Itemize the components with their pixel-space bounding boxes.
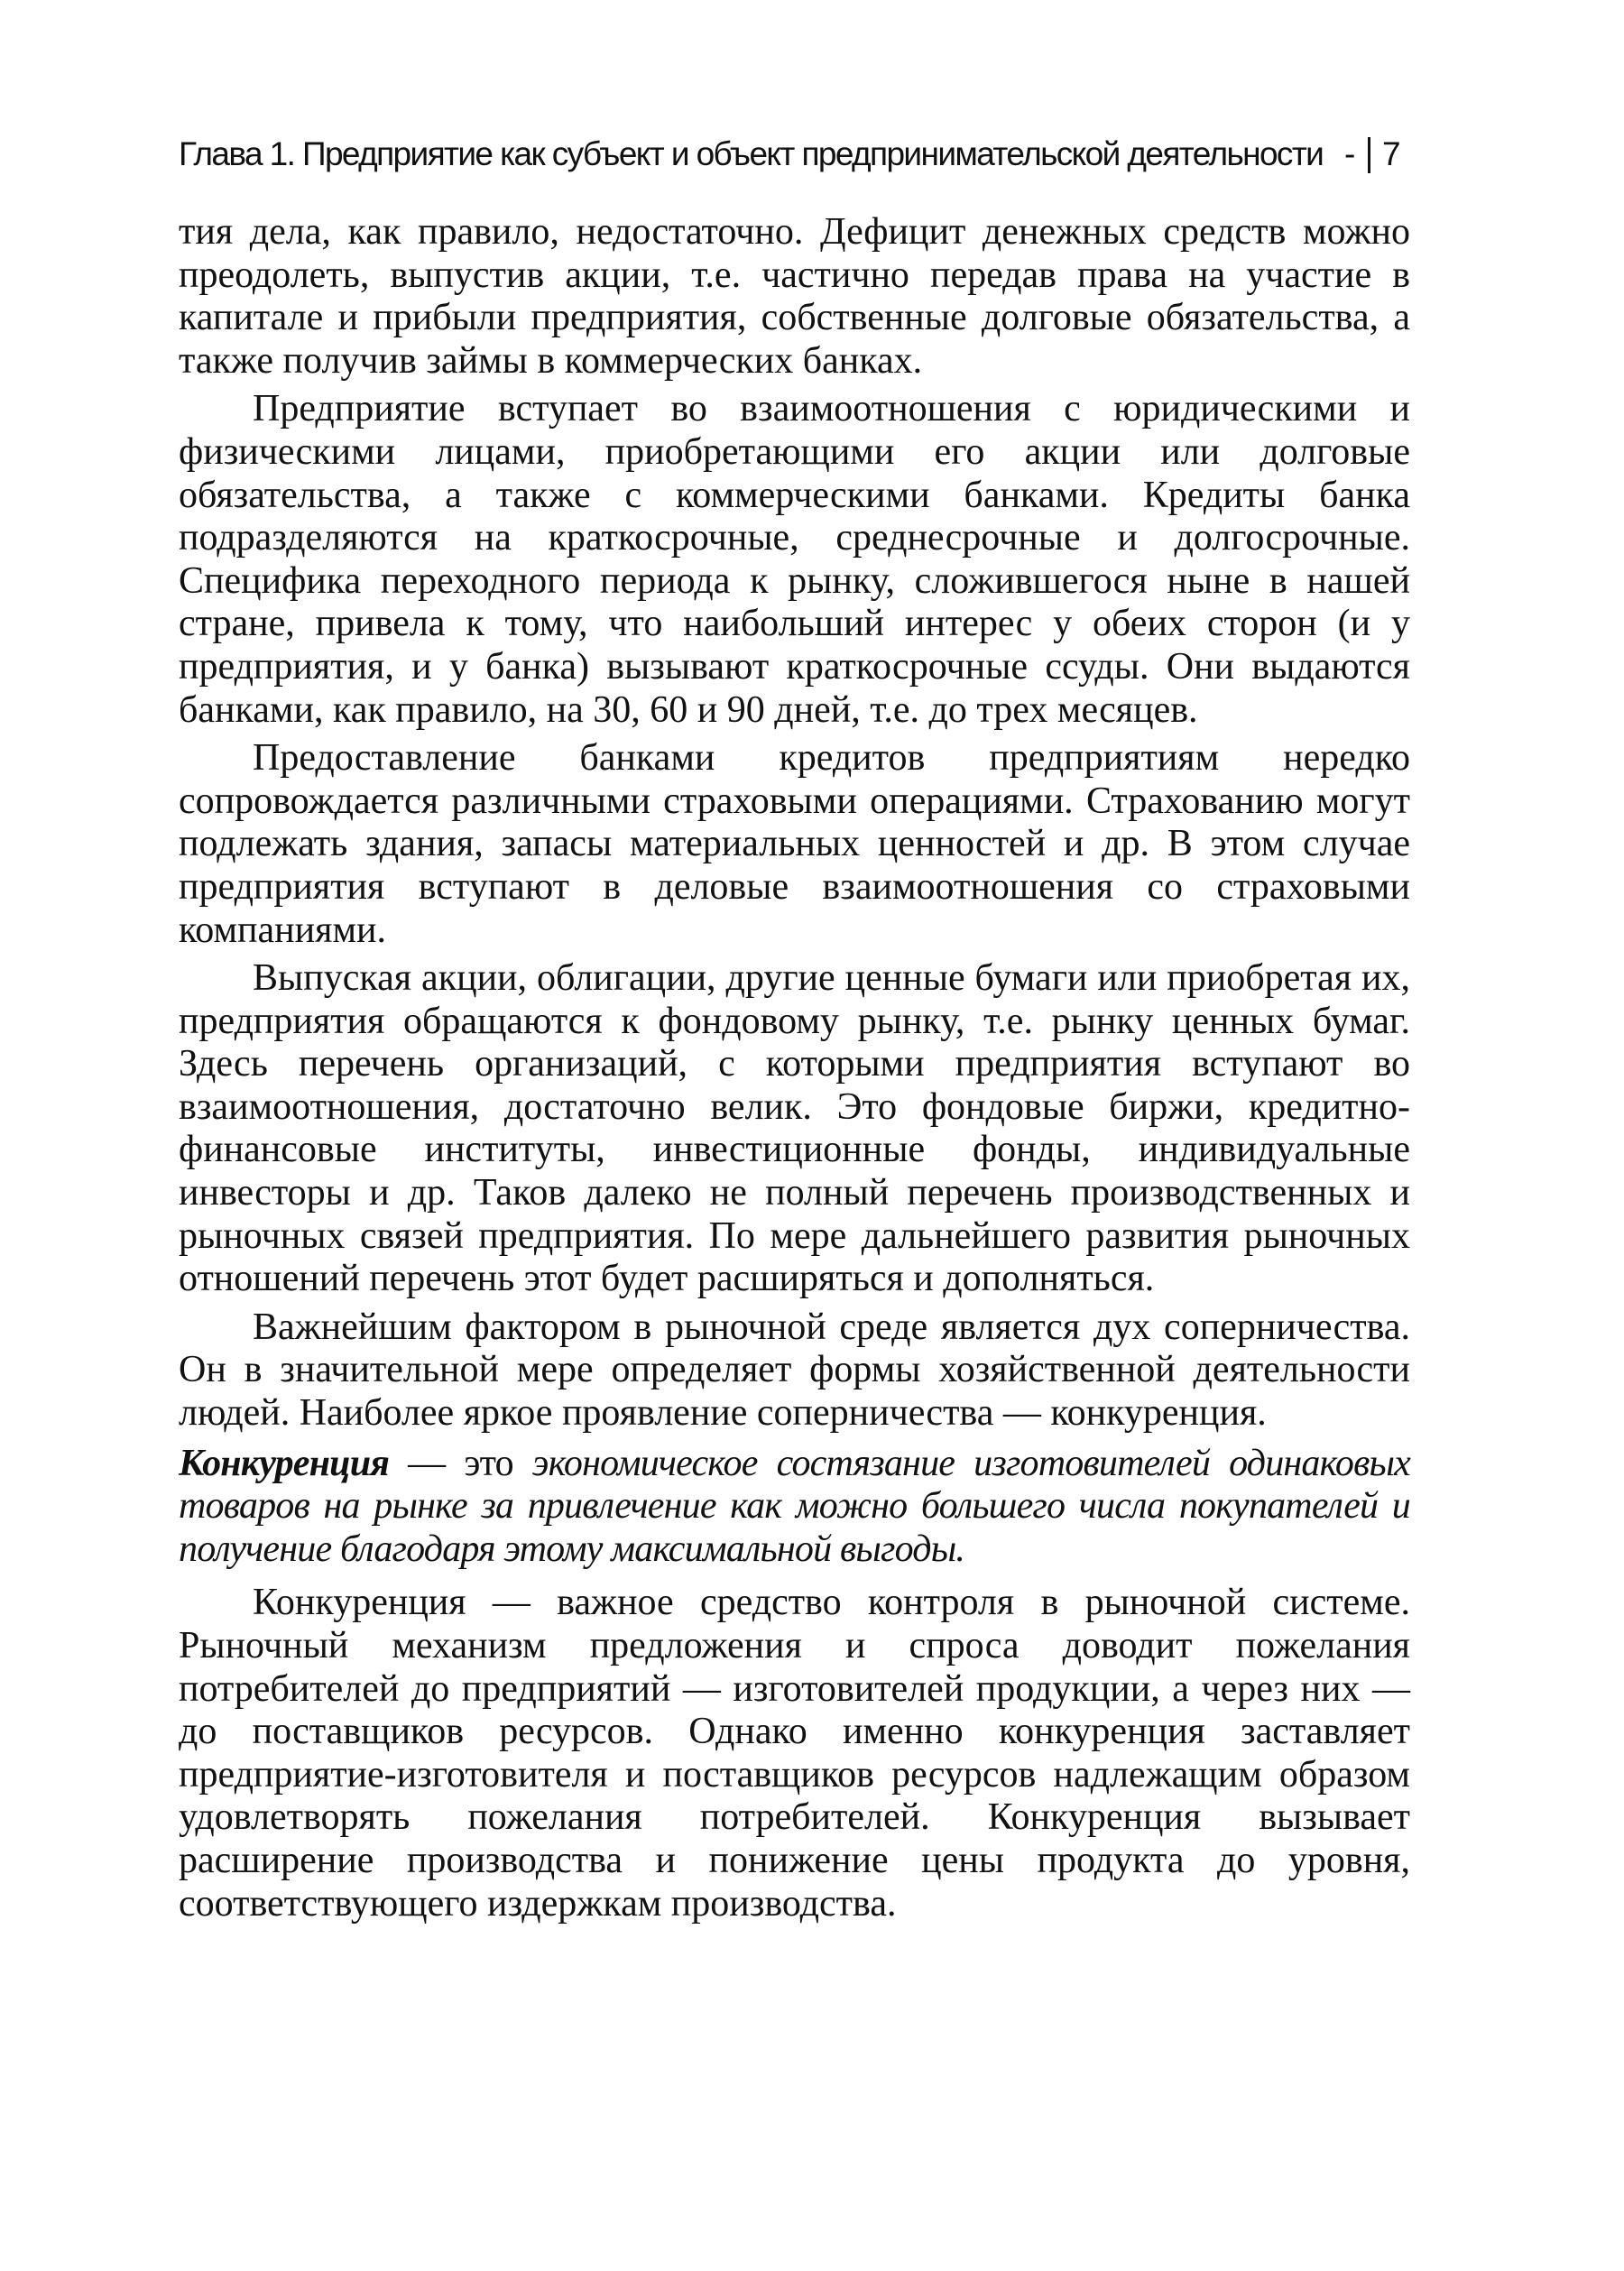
page-number: 7 [1382, 135, 1399, 172]
paragraph-bank-relations: Предприятие вступает во взаимоотношения с юридическими и физическими лицами, приобретающими его акции или долговые обязательства, а также с коммерческими банками. Кредиты банка подразделяются на краткосрочные, среднесрочные и долгосрочные. Специфика переходного периода к рынку, сложившегося ныне в нашей стране, привела к тому, что наибольший интерес у обеих сторон (и у предприятия, и у банка) вызывают краткосрочные ссуды. Они выдаются банками, как правило, на 30, 60 и 90 дней, т.е. до трех месяцев. [179, 388, 1410, 731]
header-separator-bar [1368, 137, 1370, 173]
paragraph-continuation: тия дела, как правило, недостаточно. Дефицит денежных средств можно преодолеть, выпустив акции, т.е. частично передав права на участие в капитале и прибыли предприятия, собственные долговые обязательства, а также получив займы в коммерческих банках. [179, 211, 1410, 382]
header-dash: - [1344, 135, 1354, 172]
definition-term: Конкуренция [179, 1442, 390, 1484]
paragraph-stock-market: Выпуская акции, облигации, другие ценные бумаги или приобретая их, предприятия обращаются к фондовому рынку, т.е. рынку ценных бумаг. Здесь перечень организаций, с которыми предприятия вступают во взаимоотношения, достаточно велик. Это фондовые биржи, кредитно-финансовые институты, инвестиционные фонды, индивидуальные инвесторы и др. Таков далеко не полный перечень производственных и рыночных связей предприятия. По мере дальнейшего развития рыночных отношений перечень этот будет расширяться и дополняться. [179, 957, 1410, 1300]
definition-text: экономическое состязание изготовителей одинаковых товаров на рынке за привлечение как можно большего числа покупателей и получение благодаря этому максимальной выгоды. [179, 1442, 1410, 1570]
chapter-title: Глава 1. Предприятие как субъект и объект предпринимательской деятельности [179, 135, 1324, 172]
definition-connector: — это [389, 1442, 532, 1484]
body-text [179, 211, 1410, 1931]
paragraph-rivalry: Важнейшим фактором в рыночной среде является дух соперничества. Он в значительной мере определяет формы хозяйственной деятельности людей. Наиболее яркое проявление соперничества — конкуренция. [179, 1306, 1410, 1435]
definition-competition [179, 1443, 1410, 1572]
paragraph-insurance: Предоставление банками кредитов предприятиям нередко сопровождается различными страховыми операциями. Страхованию могут подлежать здания, запасы материальных ценностей и др. В этом случае предприятия вступают в деловые взаимоотношения со страховыми компаниями. [179, 737, 1410, 951]
running-header [179, 135, 1410, 180]
paragraph-competition-role: Конкуренция — важное средство контроля в рыночной системе. Рыночный механизм предложения и спроса доводит пожелания потребителей до предприятий — изготовителей продукции, а через них — до поставщиков ресурсов. Однако именно конкуренция заставляет предприятие-изготовителя и поставщиков ресурсов надлежащим образом удовлетворять пожелания потребителей. Конкуренция вызывает расширение производства и понижение цены продукта до уровня, соответствующего издержкам производства. [179, 1582, 1410, 1925]
